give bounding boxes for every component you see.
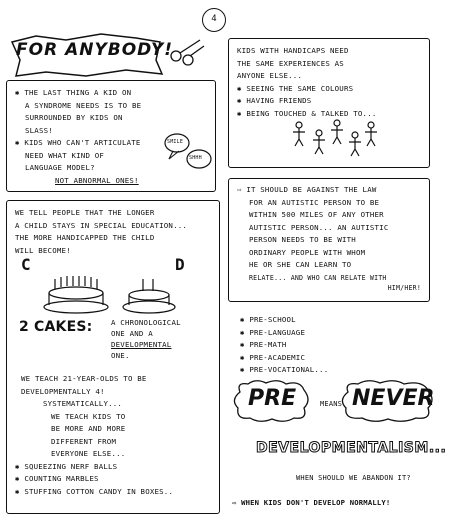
- left-box-1: [6, 80, 216, 192]
- cakes-desc: [111, 317, 181, 361]
- text-line: ANYONE ELSE...: [237, 71, 303, 80]
- text-line: ✱ HAVING FRIENDS: [237, 96, 312, 105]
- text-line: A CHRONOLOGICAL: [111, 318, 181, 327]
- list-item: ✱ PRE-LANGUAGE: [240, 327, 306, 337]
- text-line: HE OR SHE CAN LEARN TO: [249, 260, 352, 269]
- text-line: THE SAME EXPERIENCES AS: [237, 58, 344, 68]
- text-line: NOT ABNORMAL ONES!: [55, 175, 139, 185]
- cake-label-d: D: [175, 255, 185, 274]
- never-word: NEVER: [352, 386, 435, 411]
- text-line: FOR AN AUTISTIC PERSON TO BE: [249, 197, 380, 207]
- text-line: ✱ THE LAST THING A KID ON: [15, 88, 132, 97]
- text-line: BE MORE AND MORE: [51, 424, 126, 433]
- list-item: ✱ PRE-MATH: [240, 340, 287, 349]
- text-line: DEVELOPMENTALLY 4!: [21, 386, 105, 396]
- text-line: WE TEACH KIDS TO: [51, 411, 126, 421]
- pre-list: [240, 314, 430, 377]
- cake-icon-big: [41, 273, 111, 315]
- text-line: PERSON NEEDS TO BE WITH: [249, 235, 356, 244]
- right-top-box: [228, 38, 430, 168]
- text-line: ORDINARY PEOPLE WITH WHOM: [249, 247, 366, 257]
- text-line: RELATE... AND WHO CAN RELATE WITH: [249, 273, 387, 282]
- means-word: MEANS: [320, 400, 343, 408]
- bubble-word: SHHH: [189, 155, 202, 161]
- text-line: A SYNDROME NEEDS IS TO BE: [25, 100, 142, 110]
- bullet-item: ✱ COUNTING MARBLES: [15, 474, 99, 483]
- text-line: DIFFERENT FROM: [51, 436, 117, 446]
- text-line: ONE AND A: [111, 329, 153, 338]
- text-line: WILL BECOME!: [15, 245, 71, 255]
- cake-icon-small: [119, 273, 179, 315]
- text-line: AUTISTIC PERSON... AN AUTISTIC: [249, 222, 389, 232]
- text-line: EVERYONE ELSE...: [51, 449, 126, 458]
- bullet-item: ✱ STUFFING COTTON CANDY IN BOXES..: [15, 486, 174, 496]
- question-text: WHEN SHOULD WE ABANDON IT?: [296, 474, 411, 482]
- text-line: SURROUNDED BY KIDS ON: [25, 113, 123, 122]
- stick-figures-icon: [289, 119, 379, 164]
- cakes-title: 2 CAKES:: [19, 319, 93, 335]
- text-line: ✱ KIDS WHO CAN'T ARTICULATE: [15, 138, 141, 147]
- text-line: NEED WHAT KIND OF: [25, 150, 105, 160]
- header-banner: FOR ANYBODY!: [16, 40, 174, 60]
- list-item: ✱ PRE-ACADEMIC: [240, 352, 306, 362]
- answer-text: ⇨ WHEN KIDS DON'T DEVELOP NORMALLY!: [232, 498, 391, 507]
- scissors-icon: [168, 36, 208, 66]
- developmentalism-heading: DEVELOPMENTALISM...: [256, 440, 447, 456]
- text-line: DEVELOPMENTAL: [111, 340, 172, 349]
- pre-word: PRE: [248, 386, 297, 411]
- right-box-2: [228, 178, 430, 302]
- text-line: KIDS WITH HANDICAPS NEED: [237, 46, 349, 55]
- text-line: WITHIN 500 MILES OF ANY OTHER: [249, 210, 384, 219]
- text-line: A CHILD STAYS IN SPECIAL EDUCATION...: [15, 220, 188, 230]
- text-line: WE TEACH 21-YEAR-OLDS TO BE: [21, 374, 147, 383]
- text-line: ⇨ IT SHOULD BE AGAINST THE LAW: [237, 185, 377, 194]
- speech-bubbles-icon: [163, 131, 213, 171]
- text-line: LANGUAGE MODEL?: [25, 163, 95, 172]
- page-number: 4: [202, 8, 226, 32]
- text-line: SYSTEMATICALLY...: [43, 399, 123, 408]
- left-box-2: [6, 200, 220, 514]
- text-line: ONE.: [111, 351, 130, 360]
- text-line: THE MORE HANDICAPPED THE CHILD: [15, 233, 155, 242]
- cake-label-c: C: [21, 255, 31, 274]
- text-line: SLASS!: [25, 125, 53, 135]
- list-item: ✱ PRE-VOCATIONAL...: [240, 365, 329, 374]
- bubble-word: SMILE: [167, 139, 184, 145]
- bullet-item: ✱ SQUEEZING NERF BALLS: [15, 461, 118, 471]
- text-line: HIM/HER!: [387, 284, 421, 292]
- text-line: WE TELL PEOPLE THAT THE LONGER: [15, 208, 155, 217]
- text-line: ✱ BEING TOUCHED & TALKED TO...: [237, 108, 377, 118]
- text-line: ✱ SEEING THE SAME COLOURS: [237, 83, 354, 93]
- teach-block: [15, 373, 215, 498]
- list-item: ✱ PRE-SCHOOL: [240, 315, 296, 324]
